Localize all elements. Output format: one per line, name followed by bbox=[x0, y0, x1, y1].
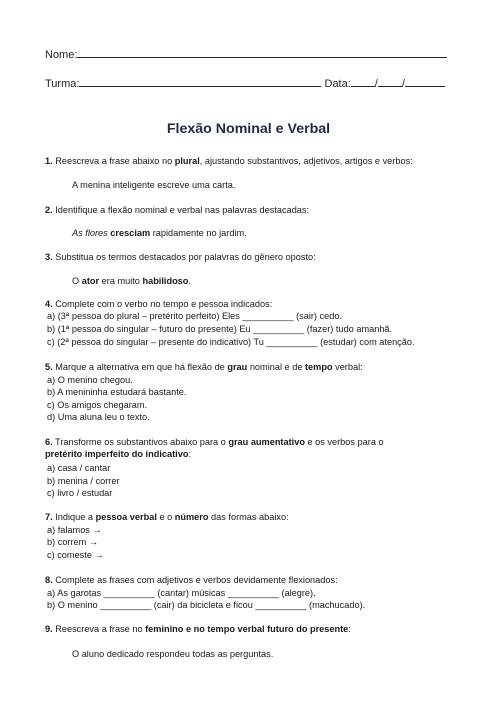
question-2 bbox=[45, 205, 309, 215]
option-item: a) falamos → bbox=[47, 525, 102, 535]
question-text: Transforme os substantivos abaixo para o bbox=[52, 437, 229, 447]
example-text: . bbox=[188, 276, 191, 286]
question-keyword: pessoa verbal bbox=[95, 512, 157, 522]
option-item: b) correm → bbox=[47, 537, 99, 547]
question-6-continued bbox=[45, 449, 191, 459]
question-6 bbox=[45, 437, 384, 447]
option-item: c) Os amigos chegaram. bbox=[47, 400, 148, 410]
date-year-blank[interactable] bbox=[405, 76, 445, 87]
question-text: Complete com o verbo no tempo e pessoa indicados: bbox=[52, 299, 273, 309]
question-number: 3. bbox=[45, 252, 53, 262]
option-item: d) Uma aluna leu o texto. bbox=[47, 412, 150, 422]
class-blank[interactable] bbox=[79, 76, 321, 87]
question-text: e o bbox=[156, 512, 175, 522]
question-text: : bbox=[188, 449, 192, 459]
name-label: Nome: bbox=[45, 49, 78, 61]
question-keyword: tempo bbox=[304, 362, 333, 372]
question-text: Complete as frases com adjetivos e verbos devidamente flexionados: bbox=[52, 575, 338, 585]
option-item: b) (1ª pessoa do singular – futuro do presente) Eu __________ (fazer) tudo amanhã. bbox=[47, 324, 393, 334]
question-number: 4. bbox=[45, 299, 53, 309]
question-text: , ajustando substantivos, adjetivos, artigos e verbos: bbox=[199, 156, 413, 166]
question-keyword: grau bbox=[227, 362, 248, 372]
question-text: Marque a alternativa em que há flexão de bbox=[52, 362, 228, 372]
question-number: 5. bbox=[45, 362, 53, 372]
name-blank[interactable] bbox=[77, 47, 447, 58]
option-item: a) (3ª pessoa do plural – pretérito perfeito) Eles __________ (sair) cedo. bbox=[47, 311, 343, 321]
question-text: das formas abaixo: bbox=[208, 512, 289, 522]
question-number: 2. bbox=[45, 205, 53, 215]
option-item: a) casa / cantar bbox=[47, 463, 111, 473]
question-keyword: plural bbox=[174, 156, 200, 166]
date-slash: / bbox=[374, 78, 378, 90]
question-9-example: O aluno dedicado respondeu todas as perguntas. bbox=[72, 649, 274, 659]
question-3 bbox=[45, 252, 316, 262]
option-item: c) comeste → bbox=[47, 550, 104, 560]
question-text: Substitua os termos destacados por palavras do gênero oposto: bbox=[52, 252, 316, 262]
question-text: Identifique a flexão nominal e verbal nas palavras destacadas: bbox=[52, 205, 310, 215]
highlight-italic: As flores bbox=[72, 228, 108, 238]
option-item: a) As garotas __________ (cantar) músicas __________ (alegre). bbox=[47, 588, 316, 598]
question-text: Indique a bbox=[52, 512, 96, 522]
date-slash: / bbox=[401, 78, 405, 90]
question-text: : bbox=[348, 624, 351, 634]
question-text: Reescreva a frase no bbox=[52, 624, 146, 634]
question-keyword: pretérito imperfeito do indicativo bbox=[45, 449, 189, 459]
question-keyword: grau aumentativo bbox=[228, 437, 305, 447]
question-text: verbal: bbox=[332, 362, 363, 372]
option-item: c) livro / estudar bbox=[47, 488, 113, 498]
option-item: b) A menininha estudará bastante. bbox=[47, 387, 187, 397]
name-row bbox=[45, 47, 447, 61]
option-item: b) O menino __________ (cair) da bicicleta e ficou __________ (machucado). bbox=[47, 600, 366, 610]
question-keyword: feminino e no tempo verbal futuro do presente bbox=[145, 624, 349, 634]
question-7 bbox=[45, 512, 289, 522]
option-item: c) (2ª pessoa do singular – presente do indicativo) Tu __________ (estudar) com atenção. bbox=[47, 337, 415, 347]
question-1-example: A menina inteligente escreve uma carta. bbox=[72, 180, 236, 190]
example-text: era muito bbox=[99, 276, 143, 286]
class-date-row bbox=[45, 76, 445, 90]
date-day-blank[interactable] bbox=[351, 76, 375, 87]
question-text: Reescreva a frase abaixo no bbox=[52, 156, 175, 166]
question-number: 9. bbox=[45, 624, 53, 634]
question-3-example bbox=[72, 276, 191, 286]
question-keyword: número bbox=[174, 512, 209, 522]
highlight-bold: ator bbox=[81, 276, 100, 286]
question-4 bbox=[45, 299, 272, 309]
question-number: 7. bbox=[45, 512, 53, 522]
question-number: 1. bbox=[45, 156, 53, 166]
example-text: O bbox=[72, 276, 82, 286]
question-2-example bbox=[72, 228, 247, 238]
question-text: e os verbos para o bbox=[304, 437, 384, 447]
highlight-bold: cresciam bbox=[107, 228, 151, 238]
question-8 bbox=[45, 575, 338, 585]
question-9 bbox=[45, 624, 351, 634]
question-1 bbox=[45, 156, 413, 166]
option-item: b) menina / correr bbox=[47, 476, 120, 486]
example-text: rapidamente no jardim. bbox=[150, 228, 247, 238]
question-5 bbox=[45, 362, 363, 372]
date-month-blank[interactable] bbox=[378, 76, 402, 87]
class-label: Turma: bbox=[45, 78, 80, 90]
date-label: Data: bbox=[324, 78, 351, 90]
page-title: Flexão Nominal e Verbal bbox=[166, 121, 331, 137]
option-item: a) O menino chegou. bbox=[47, 375, 133, 385]
question-number: 6. bbox=[45, 437, 53, 447]
question-text: nominal e de bbox=[247, 362, 305, 372]
question-number: 8. bbox=[45, 575, 53, 585]
highlight-bold: habilidoso bbox=[142, 276, 189, 286]
